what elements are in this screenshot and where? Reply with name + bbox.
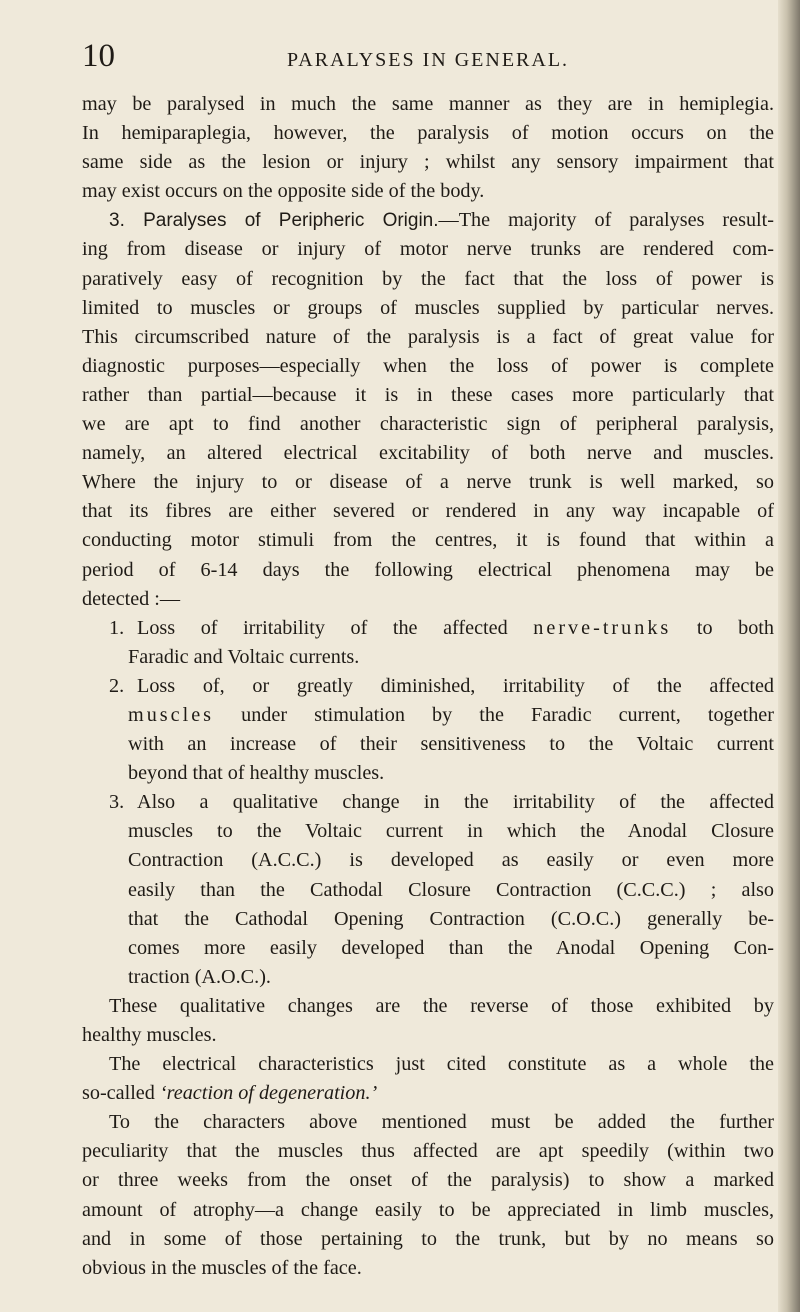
text-line: beyond that of healthy muscles. (128, 762, 385, 785)
text-line: obvious in the muscles of the face. (82, 1256, 362, 1279)
text-line: that the Cathodal Opening Contraction (C.O.C.) generally be- (128, 907, 774, 930)
text-line: namely, an altered electrical excitability of both nerve and muscles. (82, 442, 774, 465)
text-line: ing from disease or injury of motor nerve trunks are rendered com- (82, 238, 774, 261)
text-line: Faradic and Voltaic currents. (128, 645, 360, 668)
text-span: —The majority of paralyses result- (438, 209, 774, 232)
text-line: easily than the Cathodal Closure Contraction (C.C.C.) ; also (128, 878, 774, 901)
list-number: 1. (109, 616, 125, 639)
text-line: may be paralysed in much the same manner as they are in hemiplegia. (82, 93, 774, 115)
text-span: Loss of irritability of the affected (137, 616, 534, 639)
text-line: paratively easy of recognition by the fact that the loss of power is (82, 267, 774, 290)
text-line: and in some of those pertaining to the trunk, but by no means so (82, 1227, 774, 1250)
text-span: so-called (82, 1082, 160, 1105)
section-heading: 3. Paralyses of Peripheric Origin. (109, 210, 439, 232)
text-line: conducting motor stimuli from the centres, it is found that within a (82, 529, 774, 552)
text-line: rather than partial—because it is in these cases more particularly that (82, 383, 774, 406)
text-line: traction (A.O.C.). (128, 965, 271, 988)
list-item-3-line (82, 788, 774, 817)
italic-term: ‘reaction of degeneration.’ (159, 1082, 378, 1105)
text-span: Also a qualitative change in the irritability of the affected (137, 791, 774, 814)
text-line: comes more easily developed than the Anodal Opening Con- (128, 936, 774, 959)
text-line: To the characters above mentioned must be added the further (109, 1111, 774, 1134)
section-heading-line (82, 206, 774, 235)
text-line: same side as the lesion or injury ; whilst any sensory impairment that (82, 151, 774, 174)
list-item-1-line (82, 614, 774, 643)
text-line: Contraction (A.C.C.) is developed as easily or even more (128, 849, 774, 872)
list-item-2-line (82, 672, 774, 701)
text-line: In hemiparaplegia, however, the paralysis of motion occurs on the (82, 122, 774, 145)
page-header (82, 36, 762, 76)
list-item-2-line (82, 701, 774, 730)
text-line: diagnostic purposes—especially when the loss of power is complete (82, 354, 774, 377)
list-number: 2. (109, 674, 125, 697)
text-line: or three weeks from the onset of the paralysis) to show a marked (82, 1169, 774, 1192)
page-body (82, 90, 774, 1283)
text-span: Loss of, or greatly diminished, irritability of the affected (137, 674, 774, 697)
page-number: 10 (82, 38, 115, 74)
text-line: These qualitative changes are the reverse of those exhibited by (109, 994, 774, 1017)
text-line: muscles to the Voltaic current in which the Anodal Closure (128, 820, 774, 843)
text-line: limited to muscles or groups of muscles supplied by particular nerves. (82, 296, 774, 319)
text-line: we are apt to find another characteristic sign of peripheral paralysis, (82, 413, 774, 436)
list-number: 3. (109, 791, 125, 814)
running-title: PARALYSES IN GENERAL. (287, 49, 570, 71)
text-line: Where the injury to or disease of a nerve trunk is well marked, so (82, 471, 774, 494)
text-line: healthy muscles. (82, 1024, 217, 1046)
text-line: This circumscribed nature of the paralysis is a fact of great value for (82, 325, 774, 348)
text-line: may exist occurs on the opposite side of the body. (82, 180, 485, 203)
text-line: peculiarity that the muscles thus affected are apt speedily (within two (82, 1140, 774, 1163)
text-line: amount of atrophy—a change easily to be appreciated in limb muscles, (82, 1198, 774, 1221)
text-line: period of 6-14 days the following electrical phenomena may be (82, 558, 774, 581)
text-line-with-emphasis (82, 1079, 774, 1108)
text-line: with an increase of their sensitiveness to the Voltaic current (128, 733, 774, 756)
text-span: under stimulation by the Faradic current, together (214, 703, 774, 726)
text-line: that its fibres are either severed or rendered in any way incapable of (82, 500, 774, 523)
text-line: detected :— (82, 587, 181, 610)
text-span: to both (671, 616, 775, 639)
text-line: The electrical characteristics just cited constitute as a whole the (109, 1053, 774, 1076)
page-edge (778, 0, 800, 1312)
emphasis-text: muscles (128, 703, 215, 726)
emphasis-text: nerve-trunks (533, 616, 672, 639)
